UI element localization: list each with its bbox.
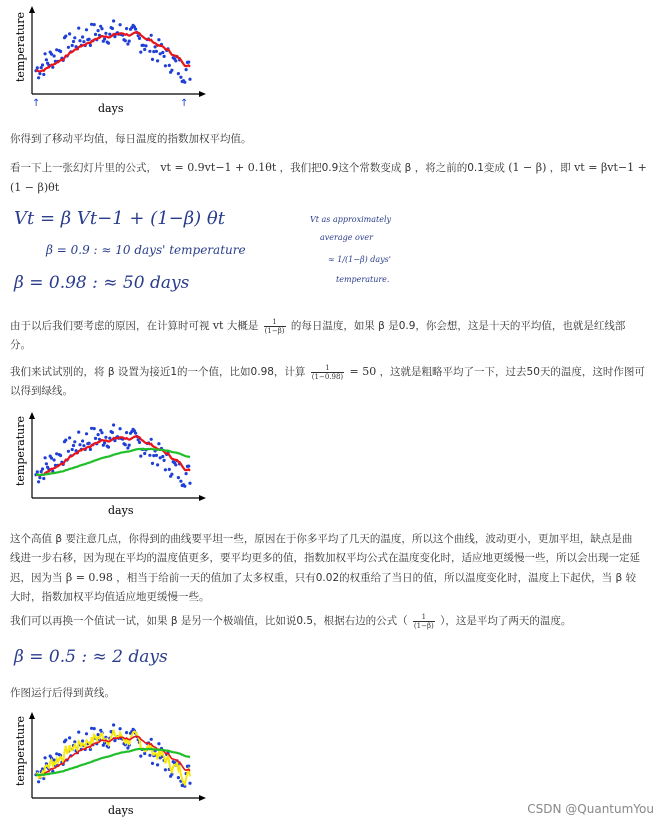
temperature-point bbox=[151, 462, 154, 465]
figure-temperature-red bbox=[10, 4, 210, 120]
p4-equation: = 50 bbox=[349, 365, 377, 378]
temperature-point bbox=[163, 55, 166, 58]
figure3-ylabel: temperature bbox=[14, 715, 27, 786]
temperature-point bbox=[53, 458, 56, 461]
temperature-point bbox=[78, 443, 81, 446]
temperature-point bbox=[82, 444, 85, 447]
paragraph-3 bbox=[10, 316, 658, 355]
temperature-point bbox=[67, 450, 70, 453]
temperature-point bbox=[139, 51, 142, 54]
temperature-point bbox=[103, 37, 106, 40]
temperature-point bbox=[85, 732, 88, 735]
temperature-point bbox=[150, 738, 153, 741]
temperature-point bbox=[151, 58, 154, 61]
temperature-point bbox=[85, 432, 88, 435]
temperature-point bbox=[143, 48, 146, 51]
temperature-point bbox=[78, 39, 81, 42]
temperature-point bbox=[94, 437, 97, 440]
temperature-point bbox=[164, 64, 167, 67]
temperature-point bbox=[150, 34, 153, 37]
temperature-point bbox=[81, 439, 84, 442]
temperature-point bbox=[126, 42, 129, 45]
p2-formula-3: vt = βvt−1 + bbox=[574, 161, 647, 174]
temperature-point bbox=[139, 755, 142, 758]
p4-text-b: ，这就是粗略平均了一下，过去50天的温度，这时作图可 bbox=[379, 366, 645, 378]
temperature-point bbox=[44, 456, 47, 459]
temperature-point bbox=[77, 431, 80, 434]
temperature-point bbox=[71, 44, 74, 47]
p5-line-3b: ，相当于给前一天的值加了太多权重，只有0.02的权重给了当日的值，所以温度变化时，温度上下起伏，当 β 较 bbox=[116, 572, 637, 584]
temperature-point bbox=[188, 782, 191, 785]
paragraph-1: 你得到了移动平均值，每日温度的指数加权平均值。 bbox=[10, 133, 252, 145]
handwritten-formula-image bbox=[10, 202, 410, 302]
temperature-point bbox=[148, 50, 151, 53]
handwriting2-line-1: β = 0.5 : ≈ 2 days bbox=[14, 647, 168, 667]
temperature-point bbox=[42, 477, 45, 480]
temperature-point bbox=[164, 768, 167, 771]
temperature-point bbox=[148, 454, 151, 457]
temperature-point bbox=[157, 38, 160, 41]
temperature-point bbox=[143, 752, 146, 755]
figure1-up-arrow-right: ↑ bbox=[180, 98, 189, 109]
figure1-up-arrow-left: ↑ bbox=[32, 98, 41, 109]
paragraph-5 bbox=[10, 530, 658, 607]
temperature-point bbox=[155, 454, 158, 457]
temperature-point bbox=[41, 63, 44, 66]
figure3-xlabel: days bbox=[108, 804, 134, 817]
temperature-point bbox=[125, 27, 128, 30]
temperature-point bbox=[134, 432, 137, 435]
temperature-point bbox=[111, 431, 114, 434]
temperature-point bbox=[161, 455, 164, 458]
temperature-point bbox=[88, 38, 91, 41]
temperature-point bbox=[73, 36, 76, 39]
temperature-point bbox=[126, 746, 129, 749]
temperature-point bbox=[157, 742, 160, 745]
p2-text-c: ，即 bbox=[549, 162, 571, 174]
temperature-point bbox=[81, 35, 84, 38]
temperature-point bbox=[37, 76, 40, 79]
temperature-point bbox=[170, 473, 173, 476]
temperature-point bbox=[174, 59, 177, 62]
temperature-point bbox=[144, 44, 147, 47]
handwriting-line-1: Vt = β Vt−1 + (1−β) θt bbox=[14, 208, 225, 229]
temperature-point bbox=[88, 442, 91, 445]
temperature-point bbox=[44, 756, 47, 759]
figure1-points bbox=[34, 19, 191, 83]
temperature-point bbox=[51, 66, 54, 69]
p2-formula-4: (1 − β)θt bbox=[10, 181, 60, 194]
p2-formula-1: vt = 0.9vt−1 + 0.1θt bbox=[160, 161, 277, 174]
temperature-point bbox=[150, 438, 153, 441]
temperature-point bbox=[44, 52, 47, 55]
temperature-point bbox=[93, 727, 96, 730]
temperature-point bbox=[154, 45, 157, 48]
p5-line-2: 线进一步右移，因为现在平均的温度值更多，要平均更多的值，指数加权平均公式在温度变化时，适应地更缓慢一些，所以会出现一定延 bbox=[10, 552, 640, 564]
temperature-point bbox=[107, 42, 110, 45]
temperature-point bbox=[53, 54, 56, 57]
temperature-point bbox=[134, 28, 137, 31]
temperature-point bbox=[125, 431, 128, 434]
figure1-xlabel: days bbox=[98, 102, 124, 115]
temperature-point bbox=[143, 452, 146, 455]
temperature-point bbox=[187, 465, 190, 468]
paragraph-2 bbox=[10, 158, 658, 198]
p2-formula-2: (1 − β) bbox=[508, 161, 547, 174]
temperature-point bbox=[139, 455, 142, 458]
p4-text-a: 我们来试试别的，将 β 设置为接近1的一个值，比如0.98，计算 bbox=[10, 366, 306, 378]
temperature-point bbox=[104, 32, 107, 35]
temperature-point bbox=[89, 44, 92, 47]
p3-text-c: 的每日温度，如果 β 是0.9，你会想，这是十天的平均值，也就是红线部 bbox=[290, 320, 626, 332]
temperature-point bbox=[157, 442, 160, 445]
temperature-point bbox=[94, 33, 97, 36]
temperature-point bbox=[64, 439, 67, 442]
p3-fraction: $\frac{1}{(1-\beta)}$ bbox=[264, 317, 285, 335]
temperature-point bbox=[177, 72, 180, 75]
p4-text-c: 以得到绿线。 bbox=[10, 385, 73, 397]
figure2-ylabel: temperature bbox=[14, 415, 27, 486]
temperature-point bbox=[179, 480, 182, 483]
temperature-point bbox=[64, 739, 67, 742]
temperature-point bbox=[81, 739, 84, 742]
temperature-point bbox=[163, 459, 166, 462]
paragraph-6 bbox=[10, 612, 658, 631]
temperature-point bbox=[68, 32, 71, 35]
temperature-point bbox=[97, 433, 100, 436]
temperature-point bbox=[100, 431, 103, 434]
temperature-point bbox=[93, 427, 96, 430]
temperature-point bbox=[100, 27, 103, 30]
temperature-point bbox=[72, 444, 75, 447]
p5-line-4: 大时，指数加权平均值适应地更缓慢一些。 bbox=[10, 591, 210, 603]
temperature-point bbox=[68, 736, 71, 739]
p3-text-a: 由于以后我们要考虑的原因，在计算时可视 bbox=[10, 320, 210, 332]
temperature-point bbox=[174, 463, 177, 466]
temperature-point bbox=[45, 462, 48, 465]
temperature-point bbox=[42, 73, 45, 76]
p2-text-b: ，我们把0.9这个常数变成 β ，将之前的0.1变成 bbox=[279, 162, 505, 174]
temperature-point bbox=[187, 61, 190, 64]
temperature-point bbox=[82, 40, 85, 43]
p2-text-a: 看一下上一张幻灯片里的公式， bbox=[10, 162, 157, 174]
temperature-point bbox=[128, 40, 131, 43]
p5-line-1: 这个高值 β 要注意几点，你得到的曲线要平坦一些，原因在于你多平均了几天的温度，所以这个曲线，波动更小，更加平坦，缺点是曲 bbox=[10, 533, 633, 545]
temperature-point bbox=[119, 427, 122, 430]
p6-text-b: ），这是平均了两天的温度。 bbox=[440, 615, 572, 627]
temperature-point bbox=[183, 81, 186, 84]
temperature-point bbox=[185, 472, 188, 475]
figure-temperature-red-green-yellow bbox=[10, 710, 210, 820]
temperature-point bbox=[124, 39, 127, 42]
temperature-point bbox=[124, 443, 127, 446]
handwriting-note-3: ≈ 1/(1−β) days' bbox=[328, 255, 391, 264]
temperature-point bbox=[161, 51, 164, 54]
handwriting-line-3: β = 0.98 : ≈ 50 days bbox=[14, 273, 190, 293]
temperature-point bbox=[59, 50, 62, 53]
p6-fraction: $\frac{1}{(1-\beta)}$ bbox=[413, 612, 434, 630]
temperature-point bbox=[177, 776, 180, 779]
temperature-point bbox=[179, 76, 182, 79]
p5-line-3a: 迟，因为当 bbox=[10, 572, 63, 584]
temperature-point bbox=[59, 454, 62, 457]
csdn-watermark: CSDN @QuantumYou bbox=[527, 802, 654, 816]
temperature-point bbox=[50, 53, 53, 56]
temperature-point bbox=[185, 68, 188, 71]
temperature-point bbox=[138, 37, 141, 40]
temperature-point bbox=[50, 457, 53, 460]
handwriting-line-2: β = 0.9 : ≈ 10 days' temperature bbox=[46, 243, 246, 257]
temperature-point bbox=[45, 58, 48, 61]
temperature-point bbox=[188, 78, 191, 81]
temperature-point bbox=[170, 69, 173, 72]
handwriting-note-2: average over bbox=[320, 233, 373, 242]
temperature-point bbox=[138, 441, 141, 444]
temperature-point bbox=[112, 723, 115, 726]
temperature-point bbox=[37, 480, 40, 483]
temperature-point bbox=[119, 727, 122, 730]
handwriting-note-4: temperature. bbox=[336, 275, 390, 284]
temperature-point bbox=[156, 763, 159, 766]
figure1-ylabel: temperature bbox=[14, 11, 27, 82]
temperature-point bbox=[156, 59, 159, 62]
temperature-point bbox=[156, 463, 159, 466]
temperature-point bbox=[112, 423, 115, 426]
temperature-point bbox=[72, 40, 75, 43]
figure-temperature-red-green bbox=[10, 410, 210, 520]
figure1-axes bbox=[29, 6, 206, 97]
temperature-point bbox=[183, 485, 186, 488]
p5-formula: β = 0.98 bbox=[65, 571, 113, 584]
figure3-axes bbox=[29, 712, 206, 801]
paragraph-4 bbox=[10, 362, 658, 401]
figure2-axes bbox=[29, 412, 206, 501]
temperature-point bbox=[177, 476, 180, 479]
p4-fraction: $\frac{1}{(1-0.98)}$ bbox=[311, 363, 344, 381]
figure2-xlabel: days bbox=[108, 504, 134, 517]
temperature-point bbox=[168, 64, 171, 67]
temperature-point bbox=[73, 440, 76, 443]
temperature-point bbox=[77, 731, 80, 734]
p3-formula-vt: vt bbox=[212, 319, 224, 332]
temperature-point bbox=[71, 448, 74, 451]
temperature-point bbox=[64, 35, 67, 38]
temperature-point bbox=[126, 446, 129, 449]
temperature-point bbox=[104, 436, 107, 439]
handwritten-beta-05-image bbox=[10, 640, 240, 672]
temperature-point bbox=[89, 448, 92, 451]
p3-text-d: 分。 bbox=[10, 339, 31, 351]
temperature-point bbox=[164, 468, 167, 471]
temperature-point bbox=[107, 446, 110, 449]
handwriting-note-1: Vt as approximately bbox=[310, 215, 392, 224]
temperature-point bbox=[36, 66, 39, 69]
temperature-point bbox=[151, 762, 154, 765]
temperature-point bbox=[125, 731, 128, 734]
temperature-point bbox=[148, 754, 151, 757]
temperature-point bbox=[41, 467, 44, 470]
temperature-point bbox=[77, 27, 80, 30]
temperature-point bbox=[128, 444, 131, 447]
temperature-point bbox=[111, 27, 114, 30]
temperature-point bbox=[68, 436, 71, 439]
paragraph-7: 作图运行后得到黄线。 bbox=[10, 687, 115, 699]
temperature-point bbox=[155, 50, 158, 53]
temperature-point bbox=[112, 19, 115, 22]
temperature-point bbox=[85, 28, 88, 31]
temperature-point bbox=[103, 441, 106, 444]
temperature-point bbox=[188, 482, 191, 485]
temperature-point bbox=[168, 468, 171, 471]
temperature-point bbox=[37, 780, 40, 783]
temperature-point bbox=[36, 470, 39, 473]
p3-text-b: 大概是 bbox=[226, 320, 259, 332]
temperature-point bbox=[67, 46, 70, 49]
temperature-point bbox=[93, 23, 96, 26]
temperature-point bbox=[97, 29, 100, 32]
p6-text-a: 我们可以再换一个值试一试，如果 β 是另一个极端值，比如说0.5，根据右边的公式（ bbox=[10, 615, 408, 627]
temperature-point bbox=[119, 23, 122, 26]
